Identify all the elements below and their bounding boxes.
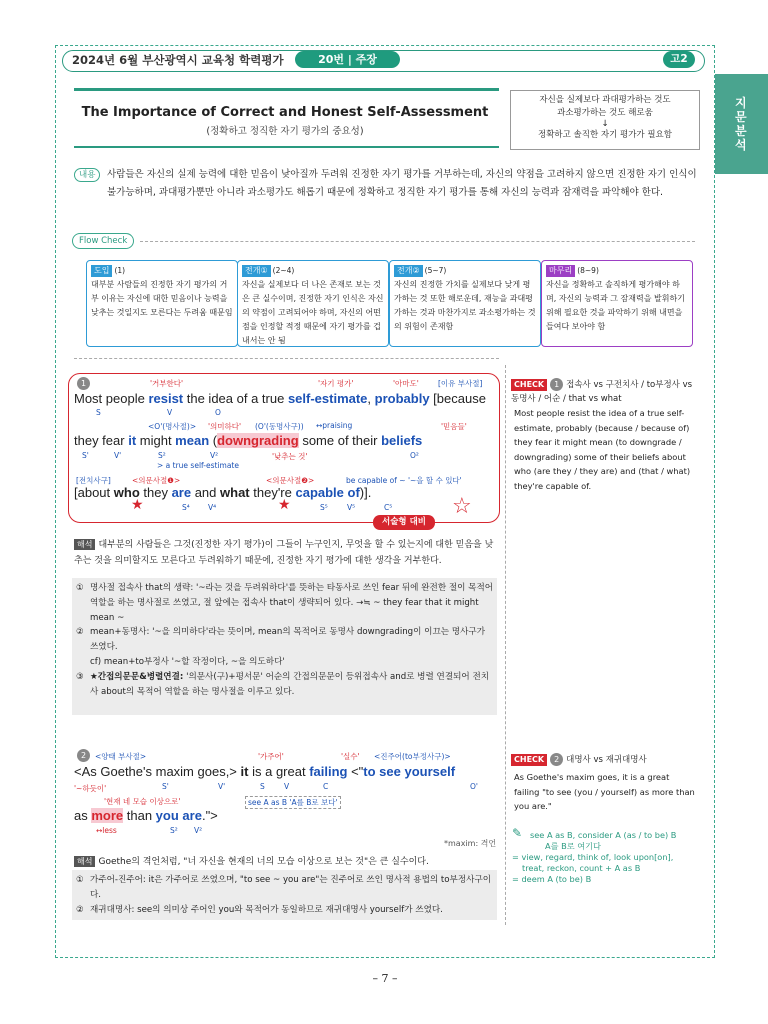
note-text: 명사절 접속사 that의 생략: '~라는 것을 두려워하다'를 뜻하는 타동사로 쓰인 fear 뒤에 완전한 절이 목적어 역할을 하는 명사절로 쓰였고, 절 앞에는 접속사 that이 생략되어 있다. →≒ ~ they fear that it might mean ~ (90, 583, 494, 623)
grammar-mark: V² (210, 451, 219, 460)
annotation: '아마도' (393, 379, 419, 388)
annotation: <O'(명사절)> (148, 422, 197, 431)
star-icon: ★ (278, 497, 291, 513)
sentence-2-translation (74, 854, 499, 870)
check-head-text: 대명사 vs 재귀대명사 (566, 755, 647, 765)
check-1-head (511, 378, 701, 406)
grammar-mark: S⁵ (320, 503, 328, 512)
annotation: [이유 부사절] (438, 379, 483, 388)
annotation: [전치사구] (76, 476, 111, 485)
note-text: cf) mean+to부정사 '~할 작정이다, ~을 의도하다' (90, 657, 285, 667)
annotation: '자기 평가' (318, 379, 354, 388)
translation-tag: 해석 (74, 856, 95, 867)
note-number: ① (76, 875, 84, 885)
check-tag: CHECK (511, 379, 547, 391)
question-badge: 20번 | 주장 (295, 51, 400, 68)
translation-text: Goethe의 격언처럼, "너 자신을 현재의 너의 모습 이상으로 보는 것"은 큰 실수이다. (98, 857, 429, 867)
sentence-2-line-1: <As Goethe's maxim goes,> it is a great failing <"to see yourself (74, 764, 456, 779)
column-divider (505, 365, 506, 925)
annotation: '의미하다' (208, 422, 242, 431)
note-number: ② (76, 905, 84, 915)
grade-badge: 고2 (663, 51, 695, 68)
annotation: '현재 네 모습 이상으로' (104, 797, 181, 806)
flow-card-range: (8~9) (577, 266, 599, 275)
content-text: 사람들은 자신의 실제 능력에 대한 믿음이 낮아질까 두려워 진정한 자기 평가를 거부하는데, 자신의 약점을 고려하지 않으면 진정한 자기 인식이 불가능하며, 과대평가뿐만 아니라 과소평가도 해롭기 때문에 정확하고 정직한 자기 평가를 통해 자신의 능력과 잠재력을 파악해야 한다. (107, 169, 697, 198)
side-tab-label: 지문분석 (735, 96, 747, 152)
content-tag: 내용 (74, 168, 100, 182)
exam-title: 2024년 6월 부산광역시 교육청 학력평가 (72, 53, 284, 67)
grammar-mark: O' (470, 782, 478, 791)
annotation: <양태 부사절> (95, 752, 147, 761)
note-text: 재귀대명사: see의 의미상 주어인 you와 목적어가 동일하므로 재귀대명사 yourself가 쓰였다. (90, 905, 443, 915)
annotation: '낮추는 것' (272, 452, 308, 461)
grammar-mark: V' (114, 451, 122, 460)
flow-card-text: 자신의 진정한 가치를 실제보다 낮게 평가하는 것 또한 해로운데, 재능을 과대평가하는 것과 마찬가지로 과소평가하는 것의 위험이 존재함 (394, 280, 536, 331)
summary-line-1: 자신을 실제보다 과대평가하는 것도 (539, 95, 671, 105)
grammar-mark: S (260, 782, 265, 791)
grammar-mark: S⁴ (182, 503, 190, 512)
sentence-1-line-2: they fear it might mean (downgrading some of their beliefs (74, 433, 423, 448)
check-head-text: 접속사 vs 구전치사 / to부정사 vs 동명사 / 어순 / that vs what (511, 380, 693, 404)
grammar-mark: S² (170, 826, 178, 835)
note-number: ③ (76, 672, 84, 682)
star-outline-icon: ☆ (452, 494, 472, 519)
annotation: <의문사절❶> (132, 476, 181, 485)
grammar-mark: S (96, 408, 101, 417)
section-divider (74, 358, 499, 359)
sentence-number: 1 (77, 377, 90, 390)
annotation: '거부한다' (150, 379, 184, 388)
grammar-mark: C⁵ (384, 503, 393, 512)
grammar-mark: > a true self-estimate (157, 461, 239, 470)
title-rule-bottom (74, 146, 499, 148)
flow-card-range: (1) (114, 266, 126, 275)
summary-line-2: 과소평가하는 것도 해로움 (557, 108, 653, 118)
annotation: '믿음들' (441, 422, 467, 431)
flow-card-tag: 마무리 (546, 265, 575, 277)
annotation: '~하듯이' (74, 784, 107, 793)
idiom-line: treat, reckon, count + A as B (522, 863, 641, 873)
check-1-body: Most people resist the idea of a true self-estimate, probably (because / because of) they fear it might mean (to downgrade / downgrading) some of their beliefs about who (are they / they are) and (that / what) they're capable of. (514, 408, 691, 491)
grammar-mark: V' (218, 782, 226, 791)
note-number: ① (76, 583, 84, 593)
essay-prep-badge: 서술형 대비 (373, 515, 435, 530)
flow-card-tag: 도입 (91, 265, 112, 277)
flow-divider (140, 241, 695, 242)
annotation: '가주어' (258, 752, 284, 761)
flow-card-text: 자신을 실제보다 더 나은 존재로 보는 것은 큰 실수이며, 진정한 자기 인식은 자신의 약점이 고려되어야 하며, 자신의 어떤 점을 인정할 적정 때문에 자기 평가를 겁내서는 안 됨 (242, 280, 384, 345)
sentence-1-line-1: Most people resist the idea of a true self-estimate, probably [because (74, 391, 486, 406)
grammar-mark: V (284, 782, 290, 791)
annotation: <진주어(to부정사구)> (374, 752, 451, 761)
sentence-1-translation (74, 537, 499, 569)
translation-text: 대부분의 사람들은 그것(진정한 자기 평가)이 그들이 누구인지, 무엇을 할 수 있는지에 대한 믿음을 낮추는 것을 의미할지도 모른다고 두려워하기 때문에, 진정한 자기 평가에 대한 생각을 거부한다. (74, 540, 494, 566)
grammar-mark: V² (194, 826, 203, 835)
annotation: <의문사절❷> (266, 476, 315, 485)
sentence-2-line-2: as more than you are."> (74, 808, 218, 823)
check-tag: CHECK (511, 754, 547, 766)
idiom-line: = view, regard, think of, look upon[on], (512, 852, 674, 862)
grammar-mark: C (323, 782, 329, 791)
title-rule-top (74, 88, 499, 91)
flow-card-dev1 (237, 260, 389, 347)
arrow-down-icon: ↓ (601, 119, 609, 129)
idiom-line: A를 B로 여기다 (545, 841, 601, 851)
grammar-mark: S² (158, 451, 166, 460)
star-icon: ★ (131, 497, 144, 513)
flow-check-tag: Flow Check (72, 233, 134, 249)
note-text: mean+동명사: '~을 의미하다'라는 뜻이며, mean의 목적어로 동명사 downgrading이 이끄는 명사구가 쓰였다. (90, 627, 486, 652)
note-text: ★간접의문문&병렬연결: '의문사(구)+평서문' 어순의 간접의문문이 등위접속사 and로 병렬 연결되어 전치사 about의 목적어 역할을 하는 명사절을 이루고 있다. (90, 672, 490, 697)
idiom-line: = deem A (to be) B (512, 874, 592, 884)
flow-card-range: (2~4) (272, 266, 295, 275)
check-number: 2 (550, 753, 563, 766)
sentence-1-line-3: [about who they are and what they're capable of)]. (74, 485, 372, 500)
note-text: 가주어-진주어: it은 가주어로 쓰였으며, "to see ~ you are"는 진주어로 쓰인 명사적 용법의 to부정사구이다. (90, 875, 492, 900)
page-number: – 7 – (372, 972, 398, 985)
flow-card-intro (86, 260, 238, 347)
summary-box (510, 90, 700, 150)
flow-card-range: (5~7) (424, 266, 447, 275)
flow-card-conclusion (541, 260, 693, 347)
side-tab[interactable] (715, 74, 768, 174)
translation-tag: 해석 (74, 539, 95, 550)
check-number: 1 (550, 378, 563, 391)
check-2-body: As Goethe's maxim goes, it is a great failing "to see (you / yourself) as more than you are." (514, 772, 695, 812)
annotation: be capable of ~ '~을 할 수 있다' (346, 476, 462, 485)
annotation: ↔praising (316, 421, 353, 430)
grammar-mark: see A as B 'A를 B로 보다' (245, 796, 341, 809)
footnote: *maxim: 격언 (444, 839, 497, 848)
annotation: '실수' (341, 752, 360, 761)
annotation: ↔less (96, 826, 117, 835)
page-title: The Importance of Correct and Honest Self-Assessment (81, 105, 489, 120)
flow-card-text: 자신을 정확하고 솔직하게 평가해야 하며, 자신의 능력과 그 잠재력을 발휘하기 위해 필요한 것을 파악하기 위해 내면을 들여다 보아야 함 (546, 280, 685, 331)
grammar-mark: V (167, 408, 173, 417)
check-2-head (511, 753, 647, 766)
flow-card-dev2 (389, 260, 541, 347)
pencil-note-icon: ✎ (512, 826, 523, 840)
grammar-mark: V⁵ (347, 503, 356, 512)
flow-card-tag: 전개① (242, 265, 271, 277)
annotation: (O'(동명사구)) (255, 422, 304, 431)
grammar-mark: S' (82, 451, 89, 460)
grammar-mark: O (215, 408, 221, 417)
grammar-mark: O² (410, 451, 419, 460)
flow-card-text: 대부분 사람들의 진정한 자기 평가의 거부 이유는 자신에 대한 믿음이나 능력을 낮추는 것일지도 모른다는 두려움 때문임 (91, 280, 233, 317)
grammar-mark: S' (162, 782, 169, 791)
grammar-mark: V⁴ (208, 503, 217, 512)
sentence-number: 2 (77, 749, 90, 762)
page-subtitle: (정확하고 정직한 자기 평가의 중요성) (206, 126, 364, 137)
summary-line-3: 정확하고 솔직한 자기 평가가 필요함 (538, 130, 672, 140)
note-number: ② (76, 627, 84, 637)
idiom-line: see A as B, consider A (as / to be) B (530, 830, 677, 840)
flow-card-tag: 전개② (394, 265, 423, 277)
